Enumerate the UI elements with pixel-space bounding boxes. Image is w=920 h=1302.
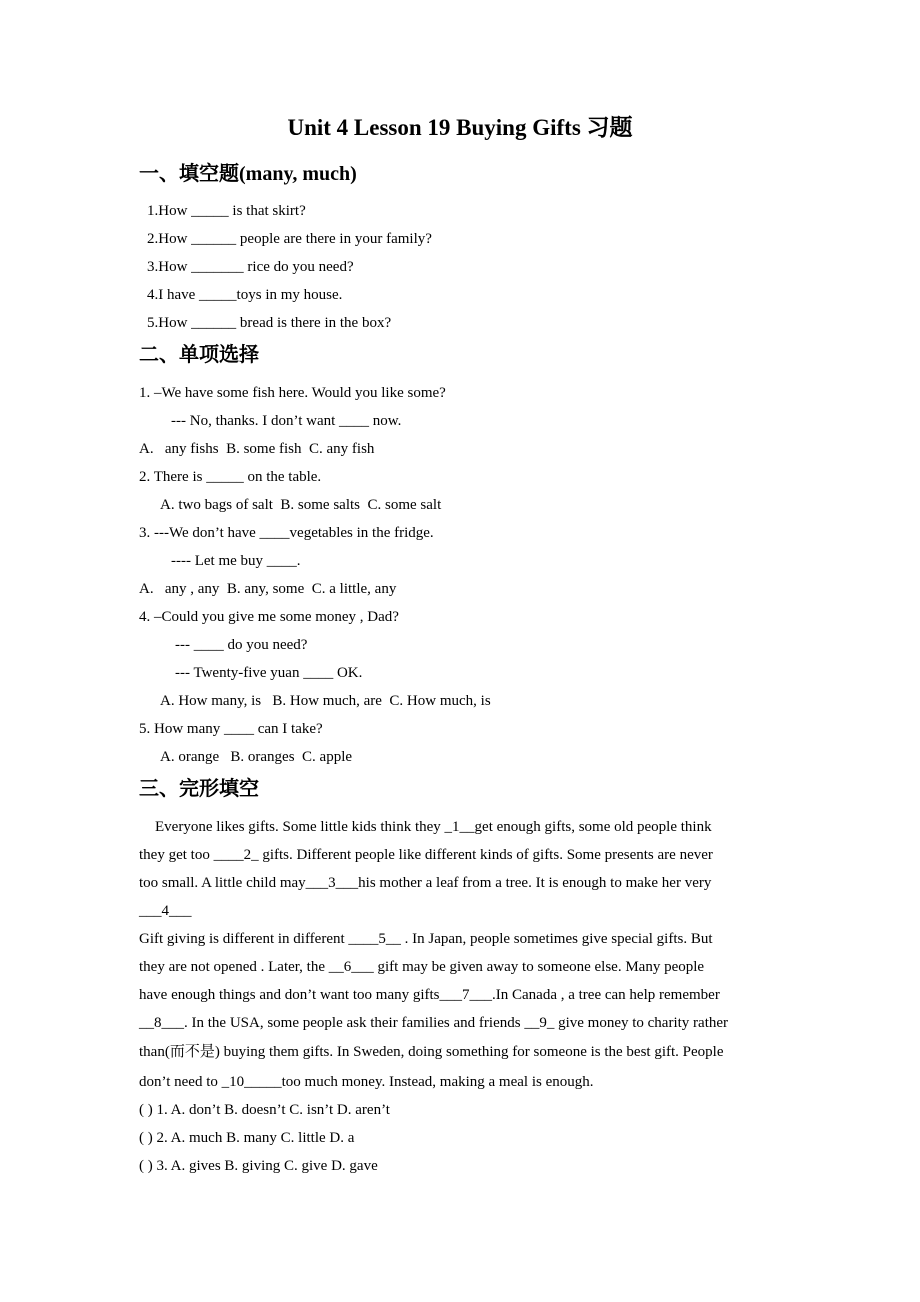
cloze-passage-line: __8___. In the USA, some people ask their families and friends __9_ give money to charity rather bbox=[139, 1015, 729, 1031]
cloze-passage-line: Everyone likes gifts. Some little kids think they _1__get enough gifts, some old people think bbox=[155, 819, 712, 835]
mc-dialogue: --- Twenty-five yuan ____ OK. bbox=[175, 665, 363, 681]
cloze-option-line: ( ) 2. A. much B. many C. little D. a bbox=[139, 1130, 355, 1146]
fill-in-question: 3.How _______ rice do you need? bbox=[147, 259, 354, 275]
cloze-passage-line: they are not opened . Later, the __6___ gift may be given away to someone else. Many people bbox=[139, 959, 705, 975]
mc-dialogue: --- No, thanks. I don’t want ____ now. bbox=[171, 413, 402, 429]
mc-options: A. orange B. oranges C. apple bbox=[160, 749, 353, 765]
cloze-passage-line: Gift giving is different in different ____5__ . In Japan, people sometimes give special gifts. But bbox=[139, 931, 713, 947]
cloze-passage-line: ___4___ bbox=[139, 903, 192, 919]
cloze-passage-line: than(而不是) buying them gifts. In Sweden, doing something for someone is the best gift. People bbox=[139, 1044, 724, 1060]
mc-question: 1. –We have some fish here. Would you like some? bbox=[139, 385, 446, 401]
section-heading-fill-in: 一、填空题(many, much) bbox=[139, 163, 357, 185]
mc-options: A. two bags of salt B. some salts C. some salt bbox=[160, 497, 442, 513]
cloze-passage-line: don’t need to _10_____too much money. Instead, making a meal is enough. bbox=[139, 1074, 594, 1090]
cloze-passage-line: have enough things and don’t want too many gifts___7___.In Canada , a tree can help remember bbox=[139, 987, 720, 1003]
mc-question: 4. –Could you give me some money , Dad? bbox=[139, 609, 399, 625]
mc-question: 3. ---We don’t have ____vegetables in the fridge. bbox=[139, 525, 434, 541]
mc-question: 2. There is _____ on the table. bbox=[139, 469, 322, 485]
fill-in-question: 4.I have _____toys in my house. bbox=[147, 287, 343, 303]
mc-options: A. any fishs B. some fish C. any fish bbox=[139, 441, 375, 457]
mc-options: A. any , any B. any, some C. a little, any bbox=[139, 581, 397, 597]
cloze-option-line: ( ) 1. A. don’t B. doesn’t C. isn’t D. aren’t bbox=[139, 1102, 390, 1118]
mc-question: 5. How many ____ can I take? bbox=[139, 721, 323, 737]
section-heading-multiple-choice: 二、单项选择 bbox=[139, 344, 259, 366]
document-title: Unit 4 Lesson 19 Buying Gifts 习题 bbox=[287, 115, 633, 140]
cloze-option-line: ( ) 3. A. gives B. giving C. give D. gave bbox=[139, 1158, 378, 1174]
fill-in-question: 5.How ______ bread is there in the box? bbox=[147, 315, 392, 331]
fill-in-question: 2.How ______ people are there in your family? bbox=[147, 231, 432, 247]
mc-dialogue: ---- Let me buy ____. bbox=[171, 553, 301, 569]
cloze-passage-line: too small. A little child may___3___his mother a leaf from a tree. It is enough to make her very bbox=[139, 875, 712, 891]
mc-dialogue: --- ____ do you need? bbox=[175, 637, 308, 653]
mc-options: A. How many, is B. How much, are C. How much, is bbox=[160, 693, 491, 709]
fill-in-question: 1.How _____ is that skirt? bbox=[147, 203, 306, 219]
cloze-passage-line: they get too ____2_ gifts. Different people like different kinds of gifts. Some presents are never bbox=[139, 847, 713, 863]
section-heading-cloze: 三、完形填空 bbox=[139, 778, 259, 800]
